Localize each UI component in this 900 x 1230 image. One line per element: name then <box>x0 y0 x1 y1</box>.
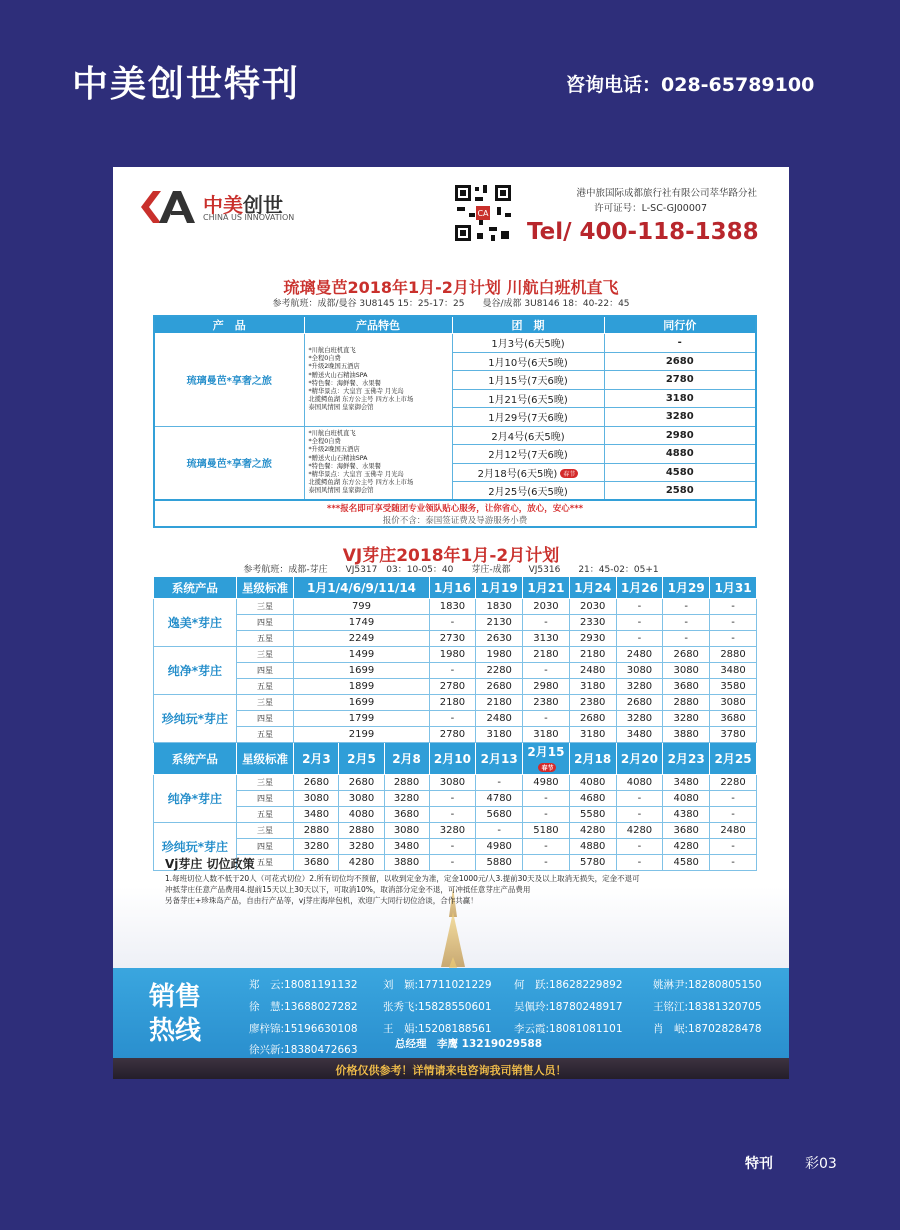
sales-hotline-label: 销售 热线 <box>149 982 202 1046</box>
tour-period: 1月10号(6天5晚) <box>452 352 604 371</box>
price-cell: 4580 <box>663 855 710 871</box>
price-cell: - <box>429 663 476 679</box>
price-cell: 2680 <box>663 647 710 663</box>
sales-contact: 王铭江:18381320705 <box>653 1001 762 1013</box>
price-cell: 799 <box>294 599 429 615</box>
price-cell: 2199 <box>294 727 429 743</box>
price-cell: 5580 <box>569 807 616 823</box>
col-header: 1月19 <box>476 577 523 599</box>
col-header: 同行价 <box>604 316 756 334</box>
price-cell: 4880 <box>569 839 616 855</box>
price-cell: 2480 <box>476 711 523 727</box>
feature-line: *升级2晚国五酒店 <box>308 446 360 454</box>
product-name: 珍纯玩*芽庄 <box>154 823 237 871</box>
sales-contact: 廖梓锦:15196630108 <box>249 1023 358 1035</box>
table-row <box>154 663 757 679</box>
feature-line: *川航白班机直飞 <box>308 429 356 437</box>
price-cell: 2480 <box>616 647 663 663</box>
price-cell: - <box>523 839 570 855</box>
footer-section-label: 特刊 <box>745 1156 773 1172</box>
price-cell: 3880 <box>384 855 429 871</box>
policy-line: 另备芽庄+珍珠岛产品，自由行产品等，vj芽庄海岸包机，欢迎广大同行切位洽谈，合作共赢！ <box>165 896 478 905</box>
price-cell: 3180 <box>476 727 523 743</box>
col-header: 2月15 春节 <box>523 743 570 775</box>
price-cell: - <box>523 711 570 727</box>
price-cell: - <box>616 855 663 871</box>
price-cell: 2249 <box>294 631 429 647</box>
price-cell: 3080 <box>384 823 429 839</box>
price-cell: 2030 <box>569 599 616 615</box>
feature-line: *全程0自费 <box>308 438 341 446</box>
price-cell: 2480 <box>710 823 757 839</box>
price-cell: 5680 <box>476 807 523 823</box>
price-cell: - <box>429 615 476 631</box>
product-name: 逸美*芽庄 <box>154 599 237 647</box>
policy-line: 冲抵芽庄任意产品费用4.提前15天以上30天以下，可取消10%，取消部分定金不退，可冲抵任意芽庄产品费用 <box>165 885 531 894</box>
product-name: 纯净*芽庄 <box>154 775 237 823</box>
price-cell: 4780 <box>476 791 523 807</box>
price-cell: 2380 <box>569 695 616 711</box>
sales-contact: 刘 颖:17711021229 <box>383 979 492 991</box>
price-disclaimer: 价格仅供参考！详情请来电咨询我司销售人员！ <box>335 1064 567 1077</box>
section1-title: 琉璃曼芭2018年1月-2月计划 川航白班机直飞 <box>283 278 619 297</box>
col-header: 系统产品 <box>154 743 237 775</box>
col-header: 1月16 <box>429 577 476 599</box>
price-cell: 2180 <box>429 695 476 711</box>
feature-line: 泰国风情园 皇家御会馆 <box>308 487 374 495</box>
price-cell: 3280 <box>339 839 384 855</box>
star-level: 三星 <box>236 599 294 615</box>
star-level: 四星 <box>236 839 294 855</box>
price-cell: 2330 <box>569 615 616 631</box>
price-cell: 3880 <box>663 727 710 743</box>
price-cell: 3680 <box>663 823 710 839</box>
exclusion-note: 报价不含：泰国签证费及导游服务小费 <box>382 516 528 526</box>
sales-contact: 徐 慧:13688027282 <box>249 1001 358 1013</box>
nhatrang-price-table <box>153 576 757 871</box>
price-cell: 3180 <box>569 679 616 695</box>
price-cell: - <box>710 807 757 823</box>
col-header: 2月5 <box>339 743 384 775</box>
col-header: 系统产品 <box>154 577 237 599</box>
bali-price-table <box>153 315 757 501</box>
col-header: 1月26 <box>616 577 663 599</box>
price-cell: 3080 <box>429 775 476 791</box>
price-cell: - <box>710 855 757 871</box>
price-cell: 4280 <box>616 823 663 839</box>
tour-period: 2月12号(7天6晚) <box>452 445 604 464</box>
col-header: 1月21 <box>523 577 570 599</box>
price-cell: 1980 <box>476 647 523 663</box>
price-cell: 1749 <box>294 615 429 631</box>
feature-line: *川航白班机直飞 <box>308 346 356 354</box>
trade-price: 2980 <box>604 426 756 445</box>
price-cell: 2780 <box>429 727 476 743</box>
price-cell: 3280 <box>616 711 663 727</box>
trade-price: 4880 <box>604 445 756 464</box>
price-cell: - <box>429 711 476 727</box>
table-row <box>154 334 756 353</box>
price-cell: - <box>663 599 710 615</box>
price-cell: 3080 <box>710 695 757 711</box>
star-level: 三星 <box>236 695 294 711</box>
section2-title: VJ芽庄2018年1月-2月计划 <box>342 546 560 566</box>
trade-price: - <box>604 334 756 353</box>
price-cell: 2680 <box>616 695 663 711</box>
price-cell: 1830 <box>429 599 476 615</box>
col-header: 1月1/4/6/9/11/14 <box>294 577 429 599</box>
price-cell: 2480 <box>569 663 616 679</box>
tour-period: 1月29号(7天6晚) <box>452 408 604 427</box>
section2-flights: 参考航班：成都-芽庄 VJ5317 03：10-05：40 芽庄-成都 VJ5316 21：45-02：05+1 <box>243 565 659 575</box>
table-row <box>154 631 757 647</box>
price-cell: - <box>523 807 570 823</box>
price-cell: 1830 <box>476 599 523 615</box>
price-cell: 1699 <box>294 663 429 679</box>
feature-line: 泰国风情园 皇家御会馆 <box>308 404 374 412</box>
price-cell: 2280 <box>476 663 523 679</box>
col-header: 2月18 <box>569 743 616 775</box>
agency-name: 港中旅国际成都旅行社有限公司萃华路分社 <box>576 188 757 199</box>
feature-line: *全程0自费 <box>308 355 341 363</box>
price-cell: - <box>429 791 476 807</box>
price-cell: 1499 <box>294 647 429 663</box>
feature-line: *特色餐：海鲜餐、水果餐 <box>308 379 381 387</box>
price-cell: 3080 <box>339 791 384 807</box>
col-header: 2月3 <box>294 743 339 775</box>
feature-line: 北揽鳄鱼湖 东方公主号 四方水上市场 <box>308 479 414 487</box>
price-cell: 2380 <box>523 695 570 711</box>
price-cell: 4080 <box>569 775 616 791</box>
feature-line: *赠送火山石精油SPA <box>308 454 368 462</box>
price-cell: 3680 <box>384 807 429 823</box>
tour-period: 1月15号(7天6晚) <box>452 371 604 390</box>
col-header: 2月8 <box>384 743 429 775</box>
sales-contact: 肖 岷:18702828478 <box>653 1023 762 1035</box>
price-cell: 3480 <box>663 775 710 791</box>
star-level: 四星 <box>236 791 294 807</box>
price-cell: - <box>429 839 476 855</box>
product-name: 纯净*芽庄 <box>154 647 237 695</box>
footer-page-number: 彩03 <box>805 1156 837 1172</box>
price-cell: 2980 <box>523 679 570 695</box>
sales-contact: 张秀飞:15828550601 <box>383 1001 492 1013</box>
price-cell: 4080 <box>339 807 384 823</box>
section1-flights: 参考航班：成都/曼谷 3U8145 15：25-17：25 曼谷/成都 3U8146 18：40-22：45 <box>272 299 630 309</box>
price-cell: - <box>616 599 663 615</box>
price-cell: 2880 <box>710 647 757 663</box>
trade-price: 3280 <box>604 408 756 427</box>
price-cell: 1980 <box>429 647 476 663</box>
product-features <box>304 334 452 427</box>
star-level: 三星 <box>236 647 294 663</box>
price-cell: 3080 <box>616 663 663 679</box>
price-cell: 4280 <box>339 855 384 871</box>
star-level: 四星 <box>236 711 294 727</box>
price-cell: 2030 <box>523 599 570 615</box>
price-cell: 3280 <box>616 679 663 695</box>
price-cell: - <box>710 615 757 631</box>
sales-contact: 何 跃:18628229892 <box>514 979 623 991</box>
price-cell: 3480 <box>710 663 757 679</box>
price-cell: 3180 <box>523 727 570 743</box>
price-cell: - <box>523 855 570 871</box>
star-level: 四星 <box>236 663 294 679</box>
price-cell: 3280 <box>294 839 339 855</box>
price-cell: 2680 <box>569 711 616 727</box>
table-row <box>154 839 757 855</box>
trade-price: 2680 <box>604 352 756 371</box>
price-cell: - <box>616 839 663 855</box>
price-cell: 2730 <box>429 631 476 647</box>
policy-line: 1.每班切位人数不低于20人（可花式切位）2.所有切位均不预留，以收到定金为准，定金1000元/人3.提前30天及以上取消无损失，定金不退可 <box>165 874 640 883</box>
table-row <box>154 615 757 631</box>
star-level: 五星 <box>236 631 294 647</box>
price-cell: 4080 <box>663 791 710 807</box>
price-cell: 3180 <box>569 727 616 743</box>
qr-code-icon <box>453 183 513 243</box>
license-number: 许可证号：L-SC-GJ00007 <box>594 203 707 214</box>
star-level: 五星 <box>236 855 294 871</box>
spring-festival-badge: 春节 <box>560 469 578 478</box>
tour-period: 2月18号(6天5晚) 春节 <box>452 463 604 482</box>
magazine-title: 中美创世特刊 <box>72 64 301 105</box>
price-cell: - <box>523 663 570 679</box>
ca-logo-icon <box>139 187 199 227</box>
price-cell: - <box>523 791 570 807</box>
price-cell: 2630 <box>476 631 523 647</box>
policy-title: Vj芽庄 切位政策 <box>165 857 255 871</box>
price-cell: 2180 <box>569 647 616 663</box>
col-header: 2月23 <box>663 743 710 775</box>
col-header: 团 期 <box>452 316 604 334</box>
price-cell: - <box>476 775 523 791</box>
hotline-tel: Tel/ 400-118-1388 <box>527 219 759 245</box>
price-cell: - <box>523 615 570 631</box>
table-row <box>154 647 757 663</box>
price-cell: 3080 <box>294 791 339 807</box>
product-name: 珍纯玩*芽庄 <box>154 695 237 743</box>
trade-price: 4580 <box>604 463 756 482</box>
col-header: 2月25 <box>710 743 757 775</box>
feature-line: *精华景点：大皇宫 玉佛寺 月光岛 <box>308 387 404 395</box>
price-cell: 2680 <box>339 775 384 791</box>
trade-price: 2780 <box>604 371 756 390</box>
col-header: 1月29 <box>663 577 710 599</box>
product-name: 琉璃曼芭*享奢之旅 <box>154 334 304 427</box>
logo-english-name: CHINA US INNOVATION <box>203 213 295 222</box>
price-cell: - <box>616 807 663 823</box>
cut-position-policy <box>165 859 745 906</box>
sales-contact: 王 娟:15208188561 <box>383 1023 492 1035</box>
star-level: 五星 <box>236 679 294 695</box>
price-cell: 5180 <box>523 823 570 839</box>
svg-text:CA: CA <box>477 209 489 218</box>
sales-contact: 吴佩玲:18780248917 <box>514 1001 623 1013</box>
price-cell: - <box>616 791 663 807</box>
price-cell: 3280 <box>663 711 710 727</box>
price-cell: 2880 <box>339 823 384 839</box>
price-cell: 5880 <box>476 855 523 871</box>
price-cell: 4280 <box>663 839 710 855</box>
product-features <box>304 426 452 500</box>
price-cell: 2280 <box>710 775 757 791</box>
price-cell: 2180 <box>476 695 523 711</box>
table-row <box>154 791 757 807</box>
col-header: 产品特色 <box>304 316 452 334</box>
price-cell: 1899 <box>294 679 429 695</box>
price-cell: 5780 <box>569 855 616 871</box>
section1-notes <box>153 500 757 528</box>
price-cell: 1699 <box>294 695 429 711</box>
price-cell: 3680 <box>663 679 710 695</box>
sales-contact: 徐兴新:18380472663 <box>249 1044 358 1056</box>
tour-period: 1月3号(6天5晚) <box>452 334 604 353</box>
price-cell: - <box>476 823 523 839</box>
col-header: 2月10 <box>429 743 476 775</box>
service-note: ***报名即可享受随团专业领队贴心服务，让你省心，放心，安心*** <box>326 504 584 514</box>
feature-line: *精华景点：大皇宫 玉佛寺 月光岛 <box>308 470 404 478</box>
col-header: 1月31 <box>710 577 757 599</box>
price-cell: 3580 <box>710 679 757 695</box>
table-row <box>154 727 757 743</box>
price-cell: 4680 <box>569 791 616 807</box>
sales-contact: 郑 云:18081191132 <box>249 979 358 991</box>
price-cell: 2880 <box>663 695 710 711</box>
price-cell: 3480 <box>384 839 429 855</box>
col-header: 星级标准 <box>236 577 294 599</box>
price-cell: - <box>616 631 663 647</box>
table-row <box>154 823 757 839</box>
price-cell: 4280 <box>569 823 616 839</box>
trade-price: 3180 <box>604 389 756 408</box>
sales-contact: 姚淋尹:18280805150 <box>653 979 762 991</box>
price-cell: 2930 <box>569 631 616 647</box>
price-cell: - <box>616 615 663 631</box>
price-cell: 2130 <box>476 615 523 631</box>
table-row <box>154 426 756 445</box>
tour-period: 2月25号(6天5晚) <box>452 482 604 501</box>
star-level: 三星 <box>236 823 294 839</box>
price-cell: 3780 <box>710 727 757 743</box>
trade-price: 2580 <box>604 482 756 501</box>
feature-line: *特色餐：海鲜餐、水果餐 <box>308 462 381 470</box>
general-manager: 总经理 李鹰 13219029588 <box>395 1038 543 1050</box>
price-cell: 2180 <box>523 647 570 663</box>
price-cell: 3480 <box>294 807 339 823</box>
price-cell: - <box>710 839 757 855</box>
logo-chinese-name: 中美创世 <box>203 193 283 217</box>
table-row <box>154 807 757 823</box>
price-cell: - <box>710 631 757 647</box>
feature-line: 北揽鳄鱼湖 东方公主号 四方水上市场 <box>308 396 414 404</box>
price-cell: - <box>429 807 476 823</box>
col-header: 星级标准 <box>236 743 294 775</box>
table-row <box>154 599 757 615</box>
spring-festival-badge: 春节 <box>538 763 556 772</box>
star-level: 三星 <box>236 775 294 791</box>
table-row <box>154 775 757 791</box>
tour-period: 2月4号(6天5晚) <box>452 426 604 445</box>
price-cell: - <box>710 791 757 807</box>
col-header: 2月13 <box>476 743 523 775</box>
price-cell: 3480 <box>616 727 663 743</box>
star-level: 四星 <box>236 615 294 631</box>
magazine-phone: 咨询电话：028-65789100 <box>566 74 815 96</box>
product-name: 琉璃曼芭*享奢之旅 <box>154 426 304 500</box>
table-row <box>154 711 757 727</box>
tour-period: 1月21号(6天5晚) <box>452 389 604 408</box>
price-cell: - <box>663 631 710 647</box>
price-cell: 3680 <box>710 711 757 727</box>
price-cell: 3280 <box>384 791 429 807</box>
company-logo <box>139 187 339 227</box>
price-cell: - <box>710 599 757 615</box>
price-cell: 3680 <box>294 855 339 871</box>
price-cell: - <box>429 855 476 871</box>
col-header: 产 品 <box>154 316 304 334</box>
price-cell: - <box>663 615 710 631</box>
flyer-page <box>113 167 789 1079</box>
price-cell: 2680 <box>476 679 523 695</box>
star-level: 五星 <box>236 807 294 823</box>
price-cell: 2880 <box>384 775 429 791</box>
price-cell: 1799 <box>294 711 429 727</box>
col-header: 2月20 <box>616 743 663 775</box>
price-cell: 3280 <box>429 823 476 839</box>
price-cell: 3080 <box>663 663 710 679</box>
table-row <box>154 679 757 695</box>
sales-hotline-panel <box>113 968 789 1058</box>
table-row <box>154 695 757 711</box>
star-level: 五星 <box>236 727 294 743</box>
price-cell: 4980 <box>476 839 523 855</box>
col-header: 1月24 <box>569 577 616 599</box>
price-cell: 2880 <box>294 823 339 839</box>
price-cell: 2780 <box>429 679 476 695</box>
price-cell: 4080 <box>616 775 663 791</box>
feature-line: *赠送火山石精油SPA <box>308 371 368 379</box>
feature-line: *升级2晚国五酒店 <box>308 363 360 371</box>
sales-contact: 李云霞:18081081101 <box>514 1023 623 1035</box>
price-cell: 4980 <box>523 775 570 791</box>
price-cell: 3130 <box>523 631 570 647</box>
price-cell: 4380 <box>663 807 710 823</box>
price-cell: 2680 <box>294 775 339 791</box>
